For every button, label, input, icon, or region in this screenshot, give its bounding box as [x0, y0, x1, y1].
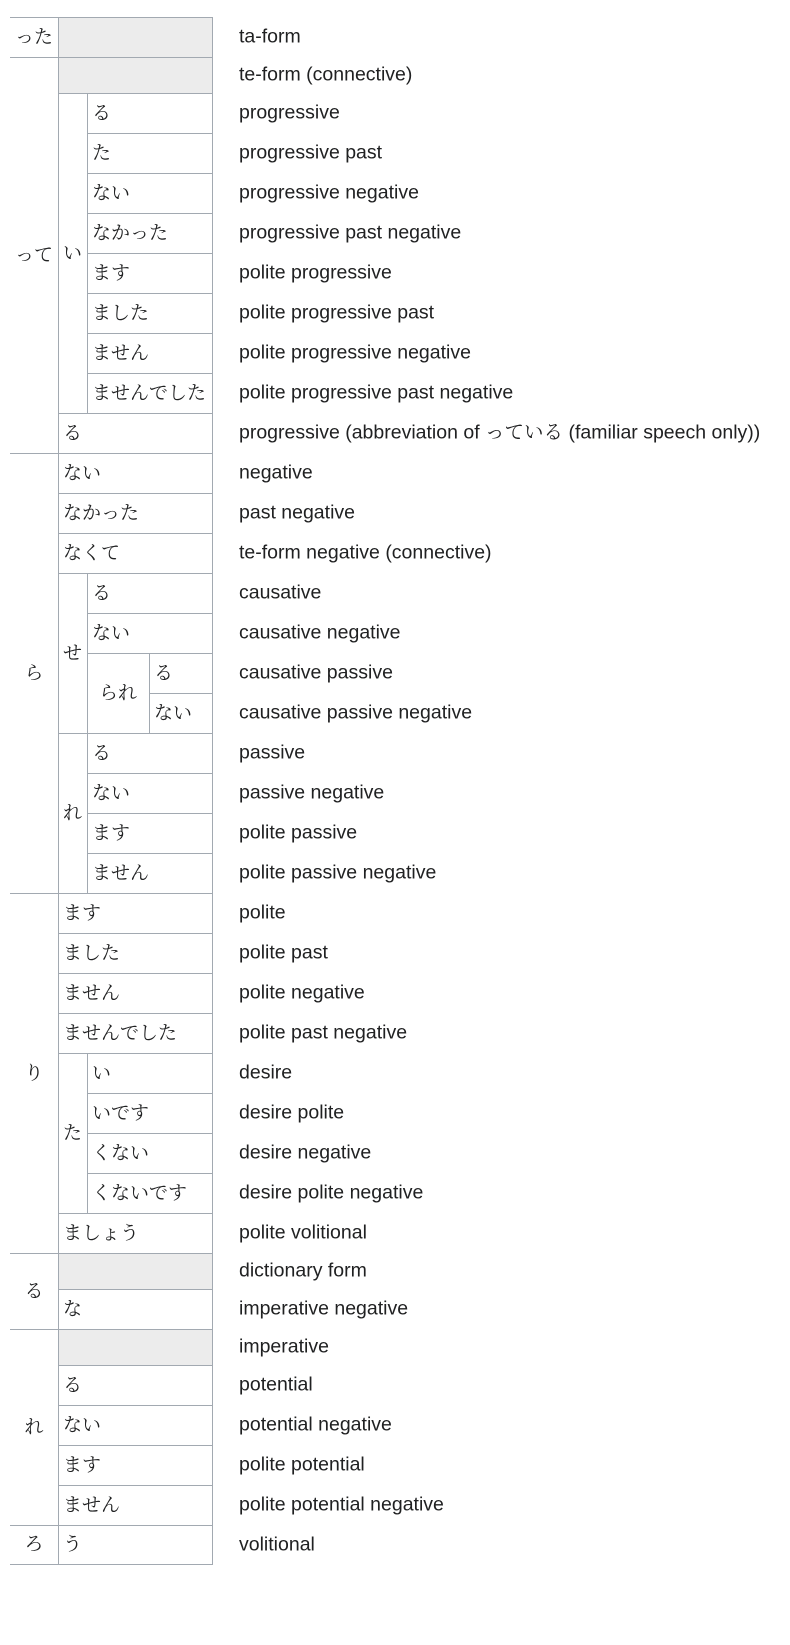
- suffix-cell: ない: [92, 181, 131, 204]
- table-border: [87, 653, 88, 734]
- meaning-label: polite potential: [239, 1453, 365, 1476]
- empty-suffix-cell: [58, 57, 212, 93]
- meaning-label: polite volitional: [239, 1221, 367, 1244]
- table-border: [87, 773, 88, 814]
- empty-suffix-cell: [58, 17, 212, 57]
- table-border: [58, 413, 212, 414]
- meaning-label: passive negative: [239, 781, 385, 804]
- meaning-label: potential negative: [239, 1413, 392, 1436]
- meaning-label: volitional: [239, 1532, 315, 1555]
- meaning-label: progressive negative: [239, 181, 419, 204]
- table-border: [58, 1289, 59, 1330]
- meaning-label: imperative: [239, 1335, 329, 1358]
- table-border: [87, 1093, 212, 1094]
- table-border: [58, 1253, 212, 1254]
- table-border: [87, 613, 88, 654]
- suffix-cell: り: [24, 1061, 44, 1084]
- suffix-cell: って: [14, 243, 53, 266]
- suffix-cell: ない: [63, 1413, 102, 1436]
- table-border: [58, 57, 212, 58]
- meaning-label: polite progressive past: [239, 301, 435, 324]
- table-border: [87, 253, 212, 254]
- suffix-cell: る: [92, 581, 112, 604]
- table-border: [58, 1289, 212, 1290]
- table-border: [58, 733, 59, 894]
- meaning-label: ta-form: [239, 25, 301, 48]
- table-border: [149, 653, 150, 694]
- table-border: [87, 93, 88, 134]
- table-border: [58, 1525, 59, 1565]
- table-border: [149, 693, 212, 694]
- table-border: [87, 1173, 88, 1214]
- suffix-cell: なくて: [63, 541, 121, 564]
- table-border: [58, 1405, 59, 1446]
- table-border: [58, 1405, 212, 1406]
- suffix-cell: た: [62, 1121, 82, 1144]
- suffix-cell: ない: [92, 781, 131, 804]
- suffix-cell: ます: [92, 261, 131, 284]
- suffix-cell: ません: [63, 981, 121, 1004]
- meaning-label: polite negative: [239, 981, 365, 1004]
- meaning-label: progressive past: [239, 141, 383, 164]
- suffix-cell: ない: [92, 621, 131, 644]
- suffix-cell: ません: [63, 1493, 121, 1516]
- table-border: [58, 533, 59, 574]
- table-border: [58, 493, 59, 534]
- table-border: [58, 1213, 59, 1254]
- table-border: [58, 1445, 59, 1486]
- table-border: [87, 293, 88, 334]
- table-border: [58, 413, 59, 454]
- table-border: [58, 1329, 212, 1330]
- table-border: [58, 57, 59, 94]
- meaning-label: past negative: [239, 501, 356, 524]
- table-border: [58, 1485, 59, 1526]
- table-border: [58, 933, 59, 974]
- table-border: [87, 173, 212, 174]
- meaning-label: dictionary form: [239, 1259, 367, 1282]
- table-border: [58, 973, 59, 1014]
- table-border: [212, 17, 213, 58]
- meaning-label: desire polite: [239, 1101, 345, 1124]
- table-border: [58, 1253, 59, 1290]
- meaning-label: desire negative: [239, 1141, 372, 1164]
- table-border: [58, 453, 212, 454]
- table-border: [87, 213, 88, 254]
- meaning-label: causative: [239, 581, 322, 604]
- table-border: [149, 693, 150, 734]
- table-border: [87, 333, 212, 334]
- table-border: [87, 773, 212, 774]
- table-border: [87, 133, 212, 134]
- suffix-cell: る: [63, 1373, 83, 1396]
- meaning-label: progressive (abbreviation of っている (familiar speech only)): [239, 421, 761, 444]
- table-border: [212, 57, 213, 454]
- suffix-cell: なかった: [63, 501, 140, 524]
- meaning-label: polite potential negative: [239, 1493, 444, 1516]
- suffix-cell: る: [92, 101, 112, 124]
- suffix-cell: ません: [92, 861, 150, 884]
- empty-suffix-cell: [58, 1253, 212, 1289]
- table-border: [58, 17, 59, 58]
- meaning-label: causative passive: [239, 661, 393, 684]
- table-border: [212, 1253, 213, 1330]
- suffix-cell: いです: [92, 1101, 150, 1124]
- table-border: [87, 293, 212, 294]
- meaning-label: polite progressive past negative: [239, 381, 514, 404]
- suffix-cell: い: [92, 1061, 112, 1084]
- table-border: [58, 1013, 212, 1014]
- suffix-cell: せ: [62, 641, 82, 664]
- table-border: [87, 1173, 212, 1174]
- suffix-cell: う: [63, 1533, 83, 1555]
- meaning-label: imperative negative: [239, 1297, 409, 1320]
- suffix-cell: る: [24, 1279, 44, 1302]
- table-border: [58, 1485, 212, 1486]
- suffix-cell: ましょう: [63, 1221, 140, 1244]
- table-border: [87, 1053, 212, 1054]
- table-border: [87, 813, 212, 814]
- table-border: [10, 1564, 212, 1565]
- table-border: [87, 573, 88, 614]
- table-border: [149, 653, 212, 654]
- meaning-label: polite past negative: [239, 1021, 408, 1044]
- meaning-label: te-form (connective): [239, 63, 413, 86]
- table-border: [58, 1013, 59, 1054]
- table-border: [58, 1445, 212, 1446]
- meaning-label: polite progressive negative: [239, 341, 471, 364]
- table-border: [87, 133, 88, 174]
- table-border: [87, 1133, 212, 1134]
- table-border: [87, 1133, 88, 1174]
- suffix-cell: い: [62, 241, 82, 264]
- table-border: [87, 93, 212, 94]
- meaning-label: polite past: [239, 941, 328, 964]
- table-border: [87, 613, 212, 614]
- suffix-cell: くない: [92, 1141, 150, 1164]
- meaning-label: potential: [239, 1373, 313, 1396]
- meaning-label: te-form negative (connective): [239, 541, 492, 564]
- table-border: [87, 853, 212, 854]
- table-border: [87, 373, 88, 414]
- suffix-cell: ます: [63, 1453, 102, 1476]
- table-border: [87, 853, 88, 894]
- suffix-cell: ない: [63, 461, 102, 484]
- suffix-cell: られ: [98, 681, 137, 704]
- table-border: [87, 333, 88, 374]
- meaning-label: polite progressive: [239, 261, 392, 284]
- suffix-cell: なかった: [92, 221, 169, 244]
- meaning-label: causative passive negative: [239, 701, 473, 724]
- suffix-cell: る: [154, 661, 174, 684]
- table-border: [58, 573, 59, 734]
- suffix-cell: くないです: [92, 1181, 188, 1204]
- suffix-cell: ます: [92, 821, 131, 844]
- suffix-cell: な: [63, 1297, 83, 1320]
- table-border: [58, 893, 212, 894]
- table-border: [58, 1329, 59, 1366]
- table-border: [87, 733, 88, 774]
- table-border: [212, 1525, 213, 1565]
- suffix-cell: ません: [92, 341, 150, 364]
- table-border: [58, 533, 212, 534]
- meaning-label: causative negative: [239, 621, 401, 644]
- suffix-cell: ない: [154, 701, 193, 724]
- table-border: [87, 173, 88, 214]
- meaning-label: polite passive: [239, 821, 358, 844]
- table-border: [87, 373, 212, 374]
- table-border: [87, 1053, 88, 1094]
- meaning-label: polite: [239, 901, 286, 924]
- table-border: [87, 573, 212, 574]
- suffix-cell: ろ: [24, 1533, 44, 1555]
- table-border: [58, 453, 59, 494]
- suffix-cell: ら: [24, 661, 44, 684]
- table-border: [58, 1053, 59, 1214]
- meaning-label: negative: [239, 461, 313, 484]
- meaning-label: desire: [239, 1061, 293, 1084]
- table-border: [212, 1329, 213, 1526]
- empty-suffix-cell: [58, 1329, 212, 1365]
- table-border: [58, 1365, 212, 1366]
- suffix-cell: った: [14, 25, 53, 48]
- suffix-cell: ませんでした: [63, 1021, 178, 1044]
- table-border: [58, 493, 212, 494]
- suffix-cell: ます: [63, 901, 102, 924]
- suffix-cell: ました: [63, 941, 121, 964]
- table-border: [58, 893, 59, 934]
- table-border: [87, 253, 88, 294]
- meaning-label: desire polite negative: [239, 1181, 424, 1204]
- meaning-label: progressive: [239, 101, 340, 124]
- suffix-cell: ませんでした: [92, 381, 207, 404]
- meaning-label: passive: [239, 741, 306, 764]
- table-border: [212, 893, 213, 1254]
- table-border: [58, 973, 212, 974]
- meaning-label: polite passive negative: [239, 861, 437, 884]
- table-border: [87, 1093, 88, 1134]
- table-border: [58, 933, 212, 934]
- suffix-cell: た: [92, 141, 112, 164]
- table-border: [58, 1213, 212, 1214]
- table-border: [58, 17, 212, 18]
- table-border: [58, 93, 59, 414]
- table-border: [58, 1525, 212, 1526]
- meaning-label: progressive past negative: [239, 221, 462, 244]
- table-border: [58, 1365, 59, 1406]
- suffix-cell: ました: [92, 301, 150, 324]
- table-border: [212, 453, 213, 894]
- table-border: [87, 213, 212, 214]
- table-border: [87, 813, 88, 854]
- suffix-cell: る: [92, 741, 112, 764]
- suffix-cell: れ: [62, 801, 82, 824]
- suffix-cell: る: [63, 421, 83, 444]
- suffix-cell: れ: [24, 1415, 44, 1438]
